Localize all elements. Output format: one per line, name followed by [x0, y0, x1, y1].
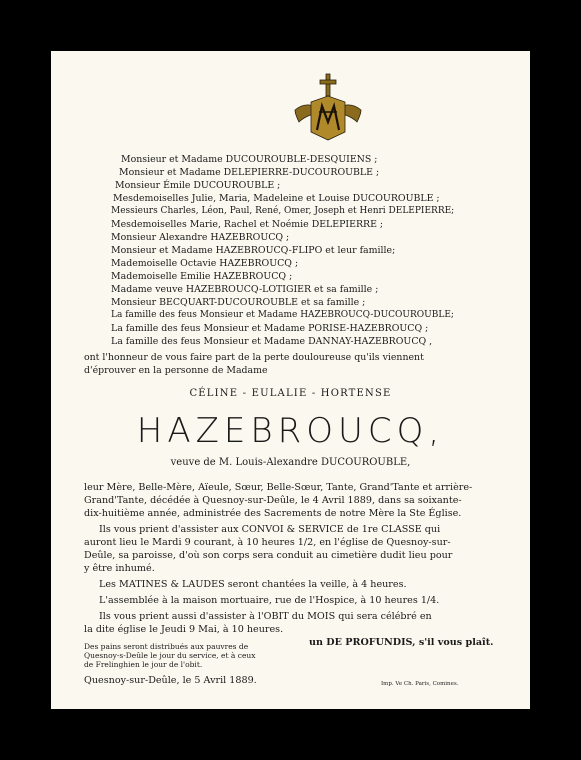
family-line: Mademoiselle Emilie HAZEBROUCQ ; [111, 271, 293, 282]
deceased-first-names: CÉLINE - EULALIE - HORTENSE [189, 388, 392, 399]
place-date: Quesnoy-sur-Deûle, le 5 Avril 1889. [84, 675, 257, 686]
family-line: Monsieur BECQUART-DUCOUROUBLE et sa famille ; [111, 297, 366, 308]
funeral-notice [51, 51, 530, 709]
family-line: Monsieur Émile DUCOUROUBLE ; [115, 180, 281, 191]
family-line: La famille des feus Monsieur et Madame DANNAY-HAZEBROUCQ , [111, 336, 433, 347]
body-line: auront lieu le Mardi 9 courant, à 10 heures 1/2, en l'église de Quesnoy-sur- [84, 537, 451, 548]
body-line: la dite église le Jeudi 9 Mai, à 10 heures. [84, 624, 284, 635]
monogram-cross-emblem-icon [291, 72, 365, 144]
footer-note-line: Quesnoy-s-Deûle le jour du service, et à ceux [84, 651, 256, 660]
footer-note-line: de Frelinghien le jour de l'obit. [84, 660, 203, 669]
deceased-surname: HAZEBROUCQ, [136, 411, 445, 451]
intro-line: d'éprouver en la personne de Madame [84, 365, 268, 376]
family-line: Monsieur Alexandre HAZEBROUCQ ; [111, 232, 290, 243]
body-line: Les MATINES & LAUDES seront chantées la veille, à 4 heures. [99, 579, 407, 590]
family-line: Messieurs Charles, Léon, Paul, René, Omer, Joseph et Henri DELEPIERRE; [111, 206, 455, 216]
body-line: y être inhumé. [84, 563, 155, 574]
widow-of-line: veuve de M. Louis-Alexandre DUCOUROUBLE, [170, 457, 411, 468]
printer-imprint: Imp. Ve Ch. Paris, Comines. [381, 681, 459, 687]
body-line: Grand'Tante, décédée à Quesnoy-sur-Deûle, le 4 Avril 1889, dans sa soixante- [84, 495, 462, 506]
family-line: Monsieur et Madame HAZEBROUCQ-FLIPO et leur famille; [111, 245, 396, 256]
family-line: Mesdemoiselles Marie, Rachel et Noémie DELEPIERRE ; [111, 219, 384, 230]
family-line: Mesdemoiselles Julie, Maria, Madeleine et Louise DUCOUROUBLE ; [113, 193, 440, 204]
body-line: Ils vous prient aussi d'assister à l'OBIT du MOIS qui sera célébré en [99, 611, 432, 622]
body-line: leur Mère, Belle-Mère, Aïeule, Sœur, Belle-Sœur, Tante, Grand'Tante et arrière- [84, 482, 473, 493]
body-line: dix-huitième année, administrée des Sacrements de notre Mère la Ste Église. [84, 508, 462, 519]
body-line: L'assemblée à la maison mortuaire, rue de l'Hospice, à 10 heures 1/4. [99, 595, 440, 606]
de-profundis-line: un DE PROFUNDIS, s'il vous plaît. [309, 637, 494, 648]
family-line: Monsieur et Madame DUCOUROUBLE-DESQUIENS ; [121, 154, 378, 165]
family-line: Mademoiselle Octavie HAZEBROUCQ ; [111, 258, 299, 269]
footer-note-line: Des pains seront distribués aux pauvres de [84, 642, 249, 651]
family-line: La famille des feus Monsieur et Madame HAZEBROUCQ-DUCOUROUBLE; [111, 310, 454, 320]
family-line: Monsieur et Madame DELEPIERRE-DUCOUROUBLE ; [119, 167, 380, 178]
intro-line: ont l'honneur de vous faire part de la perte douloureuse qu'ils viennent [84, 352, 424, 363]
family-line: Madame veuve HAZEBROUCQ-LOTIGIER et sa famille ; [111, 284, 379, 295]
body-line: Deûle, sa paroisse, d'où son corps sera conduit au cimetière dudit lieu pour [84, 550, 453, 561]
family-line: La famille des feus Monsieur et Madame PORISE-HAZEBROUCQ ; [111, 323, 429, 334]
body-line: Ils vous prient d'assister aux CONVOI & SERVICE de 1re CLASSE qui [99, 524, 441, 535]
